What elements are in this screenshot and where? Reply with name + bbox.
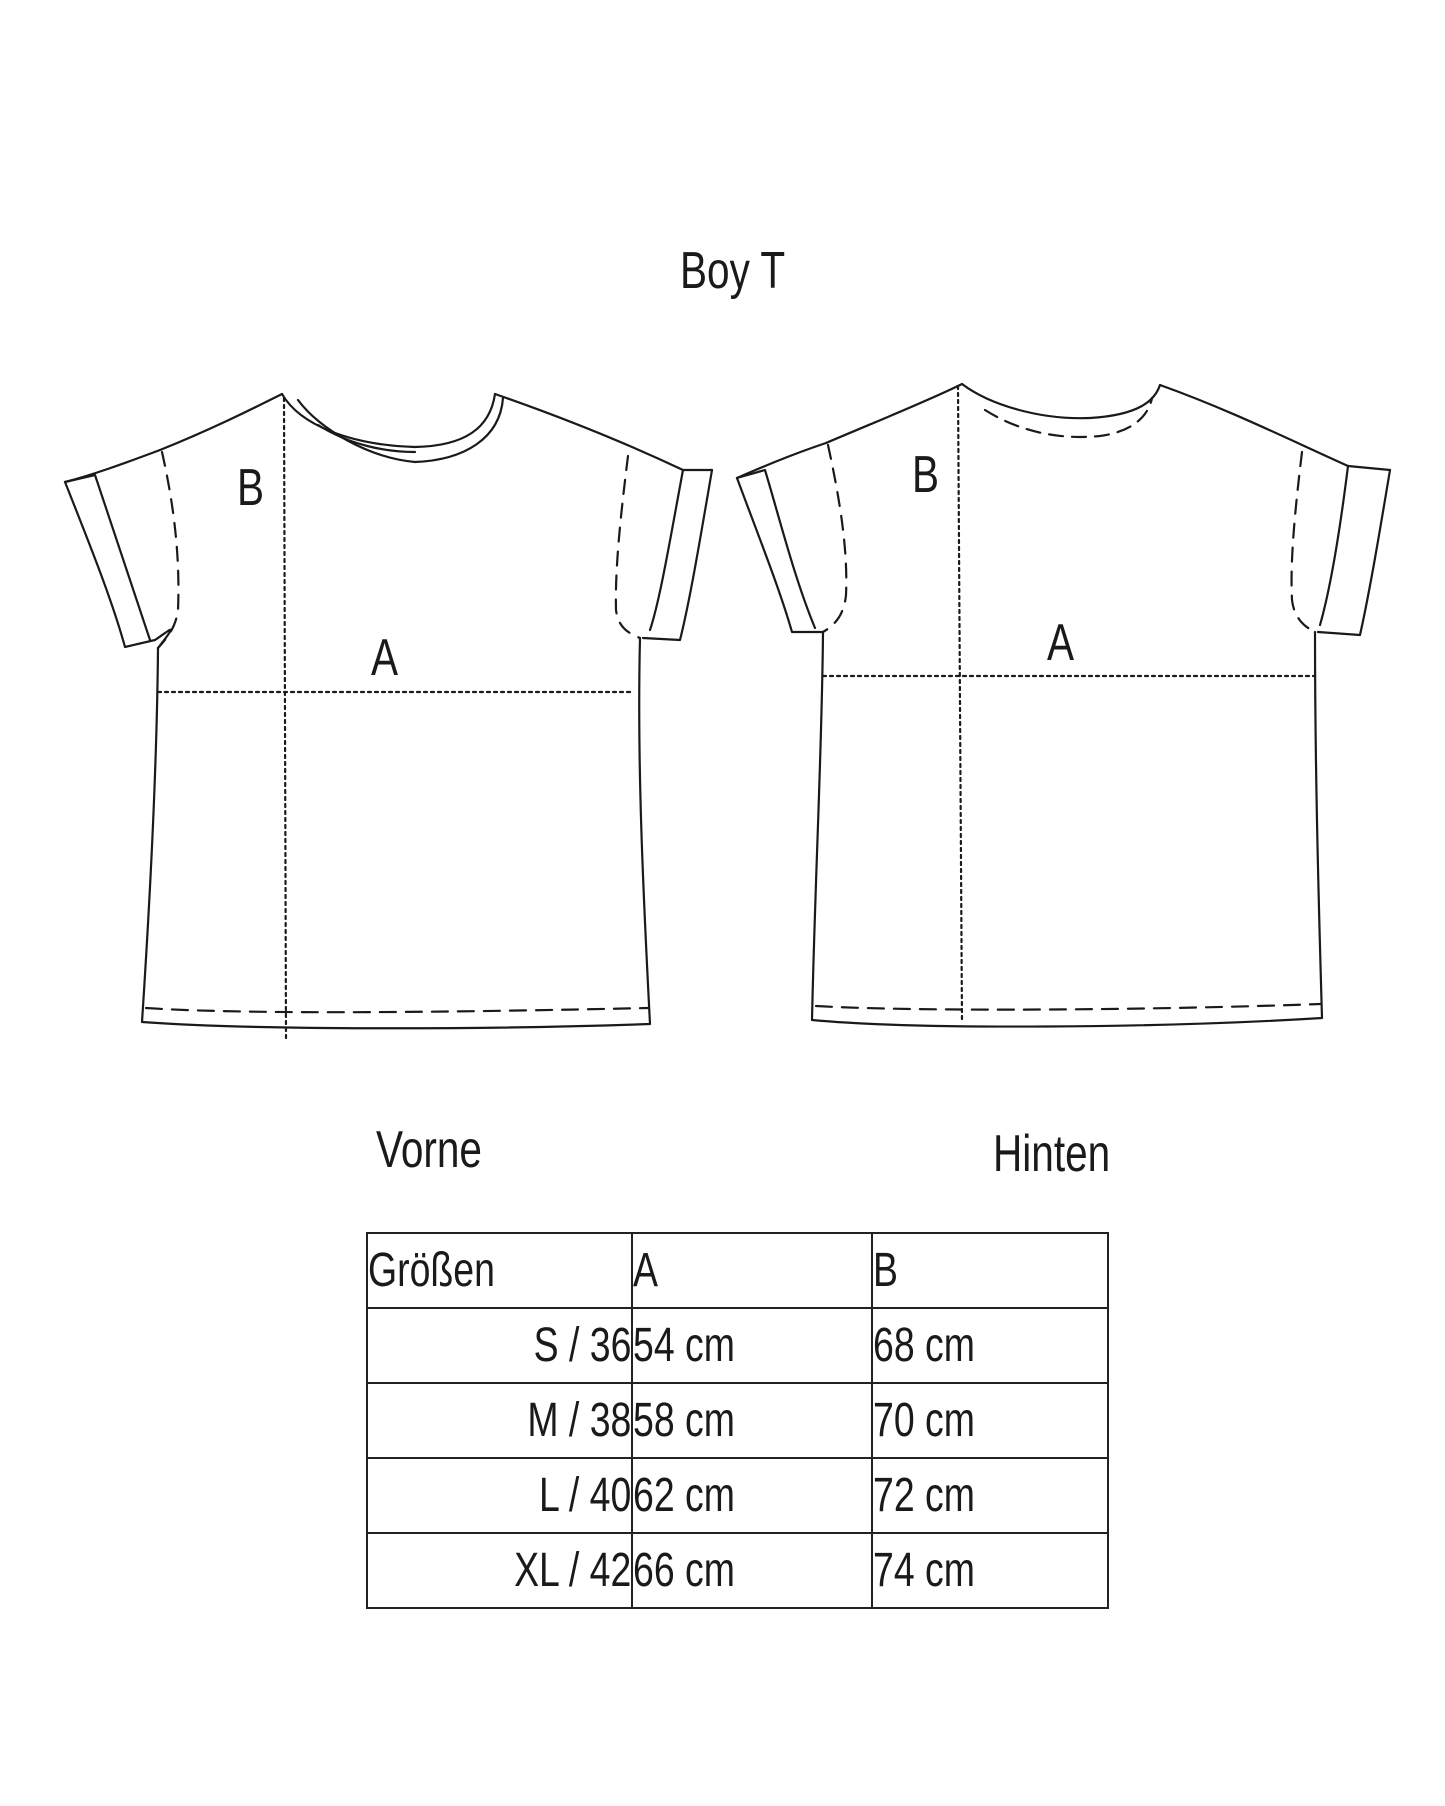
front-dim-a-label: A [371,628,399,687]
table-row [367,1533,1108,1608]
size-table [366,1232,1109,1609]
size-cell: M / 38 [367,1383,632,1458]
b-value-cell: 68 cm [872,1308,1108,1383]
back-left-cuff-fold [737,470,815,628]
front-left-sleeve-top [65,450,160,482]
back-measure-b-line [958,386,962,1022]
front-left-shoulder [160,394,282,450]
a-value-cell: 62 cm [632,1458,872,1533]
front-left-sleeve-seam [158,452,178,648]
size-cell: S / 36 [367,1308,632,1383]
b-column-header: B [872,1233,1108,1308]
back-right-shoulder [1160,385,1348,466]
front-right-cuff-fold [650,470,683,630]
table-row [367,1383,1108,1458]
page-title: Boy T [680,242,786,300]
front-right-shoulder [495,394,683,470]
front-dim-b-label: B [236,458,265,517]
b-value-cell: 70 cm [872,1383,1108,1458]
size-cell: L / 40 [367,1458,632,1533]
front-neckline-outer [282,394,495,447]
size-cell: XL / 42 [367,1533,632,1608]
table-row [367,1458,1108,1533]
front-body-outline [142,638,650,1028]
a-value-cell: 66 cm [632,1533,872,1608]
front-view-label: Vorne [376,1121,482,1179]
front-left-cuff [65,482,155,647]
back-left-cuff [737,478,823,632]
back-left-sleeve-top [737,443,826,478]
a-value-cell: 58 cm [632,1383,872,1458]
size-column-header: Größen [367,1233,632,1308]
front-right-sleeve-seam [616,456,640,638]
back-left-sleeve-seam [823,445,846,632]
back-dim-b-label: B [911,445,940,504]
back-left-shoulder [826,384,962,443]
size-table-header-row [367,1233,1108,1308]
a-value-cell: 54 cm [632,1308,872,1383]
back-right-cuff [1318,470,1390,635]
back-body-outline [812,632,1322,1027]
front-left-cuff-fold [65,475,150,640]
back-view-label: Hinten [993,1125,1111,1183]
back-right-sleeve-top [1348,466,1390,470]
back-hem-stitch [816,1004,1320,1010]
back-right-cuff-fold [1320,466,1348,625]
front-left-sleeve-side [155,630,171,648]
b-value-cell: 72 cm [872,1458,1108,1533]
back-right-sleeve-seam [1292,452,1316,632]
table-row [367,1308,1108,1383]
front-measure-b-line [284,398,286,1038]
a-column-header: A [632,1233,872,1308]
front-tshirt [65,394,712,1038]
front-neckline-inner2 [318,425,415,452]
back-tshirt [737,384,1390,1027]
front-hem-stitch [146,1008,648,1012]
b-value-cell: 74 cm [872,1533,1108,1608]
back-dim-a-label: A [1046,613,1075,672]
